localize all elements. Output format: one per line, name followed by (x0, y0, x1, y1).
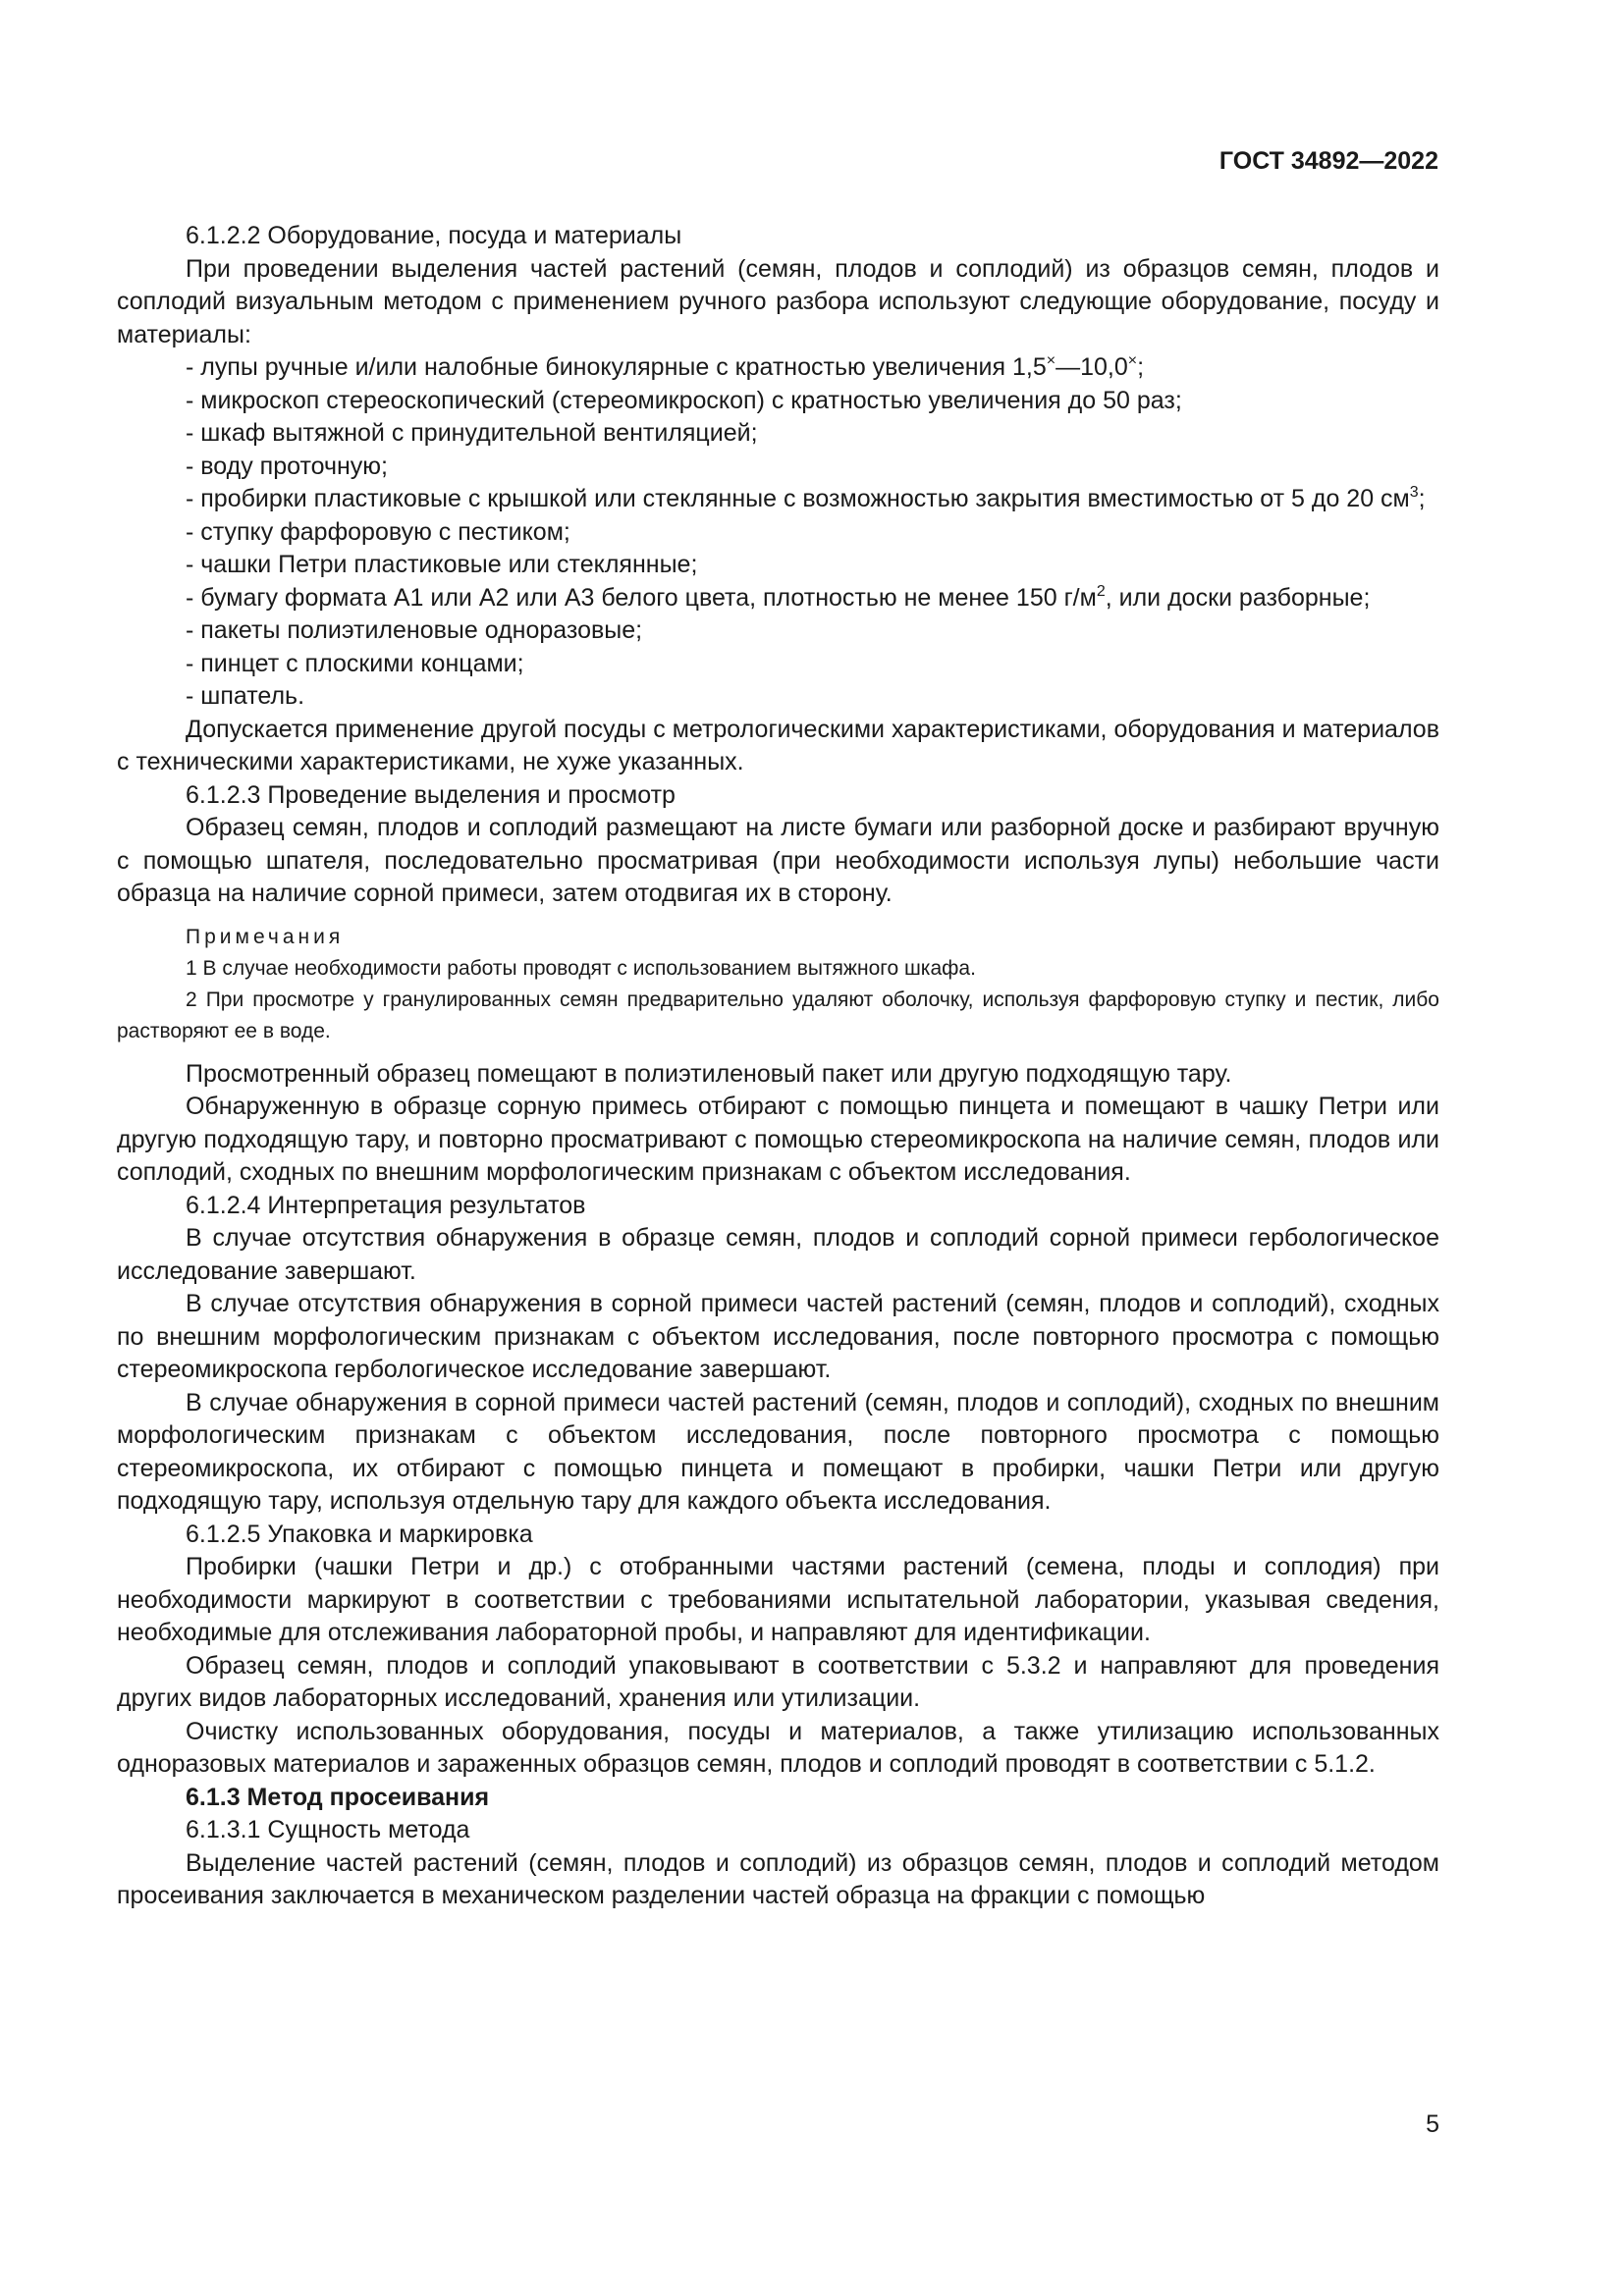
paragraph: Образец семян, плодов и соплодий размещают на листе бумаги или разборной доске и разбирают вручную с помощью шпателя, последовательно просматривая (при необходимости используя лупы) небольшие части образца на наличие сорной примеси, затем отодвигая их в сторону. (117, 814, 1439, 907)
paragraph: Пробирки (чашки Петри и др.) с отобранными частями растений (семена, плоды и соплодия) при необходимости маркируют в соответствии с требованиями испытательной лаборатории, указывая сведения, необходимые для отслеживания лабораторной пробы, и направляют для идентификации. (117, 1553, 1439, 1646)
notes-title: Примечания (186, 925, 345, 948)
list-item: - пакеты полиэтиленовые одноразовые; (186, 616, 643, 644)
list-item: - шкаф вытяжной с принудительной вентиляцией; (186, 419, 758, 447)
list-item: - воду проточную; (186, 452, 389, 480)
paragraph: При проведении выделения частей растений (семян, плодов и соплодий) из образцов семян, плодов и соплодий визуальным методом с применением ручного разбора используют следующие оборудование, посуду и материалы: (117, 254, 1439, 348)
paragraph: В случае отсутствия обнаружения в образце семян, плодов и соплодий сорной примеси гербологическое исследование завершают. (117, 1224, 1439, 1285)
list-item: - микроскоп стереоскопический (стереомикроскоп) с кратностью увеличения до 50 раз; (186, 386, 1182, 414)
list-item: - пинцет с плоскими концами; (186, 649, 524, 677)
paragraph: Очистку использованных оборудования, посуды и материалов, а также утилизацию использованных одноразовых материалов и зараженных образцов семян, плодов и соплодий проводят в соответствии с 5.1.2. (117, 1717, 1439, 1778)
list-item: - бумагу формата А1 или А2 или А3 белого цвета, плотностью не менее 150 $г/м^2$, или доски разборные; (186, 582, 1371, 612)
paragraph: Образец семян, плодов и соплодий упаковывают в соответствии с 5.3.2 и направляют для проведения других видов лабораторных исследований, хранения или утилизации. (117, 1651, 1439, 1712)
paragraph: Допускается применение другой посуды с метрологическими характеристиками, оборудования и материалов с техническими характеристиками, не хуже указанных. (117, 715, 1439, 775)
section-heading-6-1-3: 6.1.3 Метод просеивания (186, 1783, 490, 1811)
list-item: - пробирки пластиковые с крышкой или стеклянные с возможностью закрытия вместимостью от 5 до 20 $см^3$; (186, 484, 1426, 512)
paragraph: В случае обнаружения в сорной примеси частей растений (семян, плодов и соплодий), сходных по внешним морфологическим признакам с объектом исследования, после повторного просмотра с помощью стереомикроскопа, их отбирают с помощью пинцета и помещают в пробирки, чашки Петри или другую подходящую тару, используя отдельную тару для каждого объекта исследования. (117, 1388, 1439, 1515)
list-item: - ступку фарфоровую с пестиком; (186, 517, 570, 546)
paragraph: Просмотренный образец помещают в полиэтиленовый пакет или другую подходящую тару. (186, 1059, 1232, 1088)
section-heading-6-1-2-3: 6.1.2.3 Проведение выделения и просмотр (186, 780, 676, 809)
document-code: ГОСТ 34892—2022 (1218, 147, 1438, 175)
paragraph: В случае отсутствия обнаружения в сорной примеси частей растений (семян, плодов и соплодий), сходных по внешним морфологическим признакам с объектом исследования, после повторного просмотра с помощью стереомикроскопа гербологическое исследование завершают. (117, 1290, 1439, 1383)
paragraph: Выделение частей растений (семян, плодов и соплодий) из образцов семян, плодов и соплодий методом просеивания заключается в механическом разделении частей образца на фракции с помощью (117, 1848, 1439, 1909)
section-heading-6-1-3-1: 6.1.3.1 Сущность метода (186, 1816, 470, 1843)
section-heading-6-1-2-5: 6.1.2.5 Упаковка и маркировка (186, 1520, 533, 1548)
note-item: 2 При просмотре у гранулированных семян предварительно удаляют оболочку, используя фарфоровую ступку и пестик, либо растворяют ее в воде. (117, 988, 1439, 1042)
section-heading-6-1-2-4: 6.1.2.4 Интерпретация результатов (186, 1191, 586, 1219)
section-heading-6-1-2-2: 6.1.2.2 Оборудование, посуда и материалы (186, 222, 682, 249)
note-item: 1 В случае необходимости работы проводят с использованием вытяжного шкафа. (186, 956, 976, 980)
list-item: - шпатель. (186, 682, 305, 710)
paragraph: Обнаруженную в образце сорную примесь отбирают с помощью пинцета и помещают в чашку Петри или другую подходящую тару, и повторно просматривают с помощью стереомикроскопа на наличие семян, плодов или соплодий, сходных по внешним морфологическим признакам с объектом исследования. (117, 1093, 1439, 1186)
list-item: - чашки Петри пластиковые или стеклянные; (186, 551, 698, 578)
document-body (117, 220, 1439, 1913)
list-item: - лупы ручные и/или налобные бинокулярные с кратностью увеличения 1,5×—10,0×; (186, 352, 1145, 381)
page-number: 5 (1426, 2110, 1439, 2138)
notes-block (117, 922, 1439, 1047)
